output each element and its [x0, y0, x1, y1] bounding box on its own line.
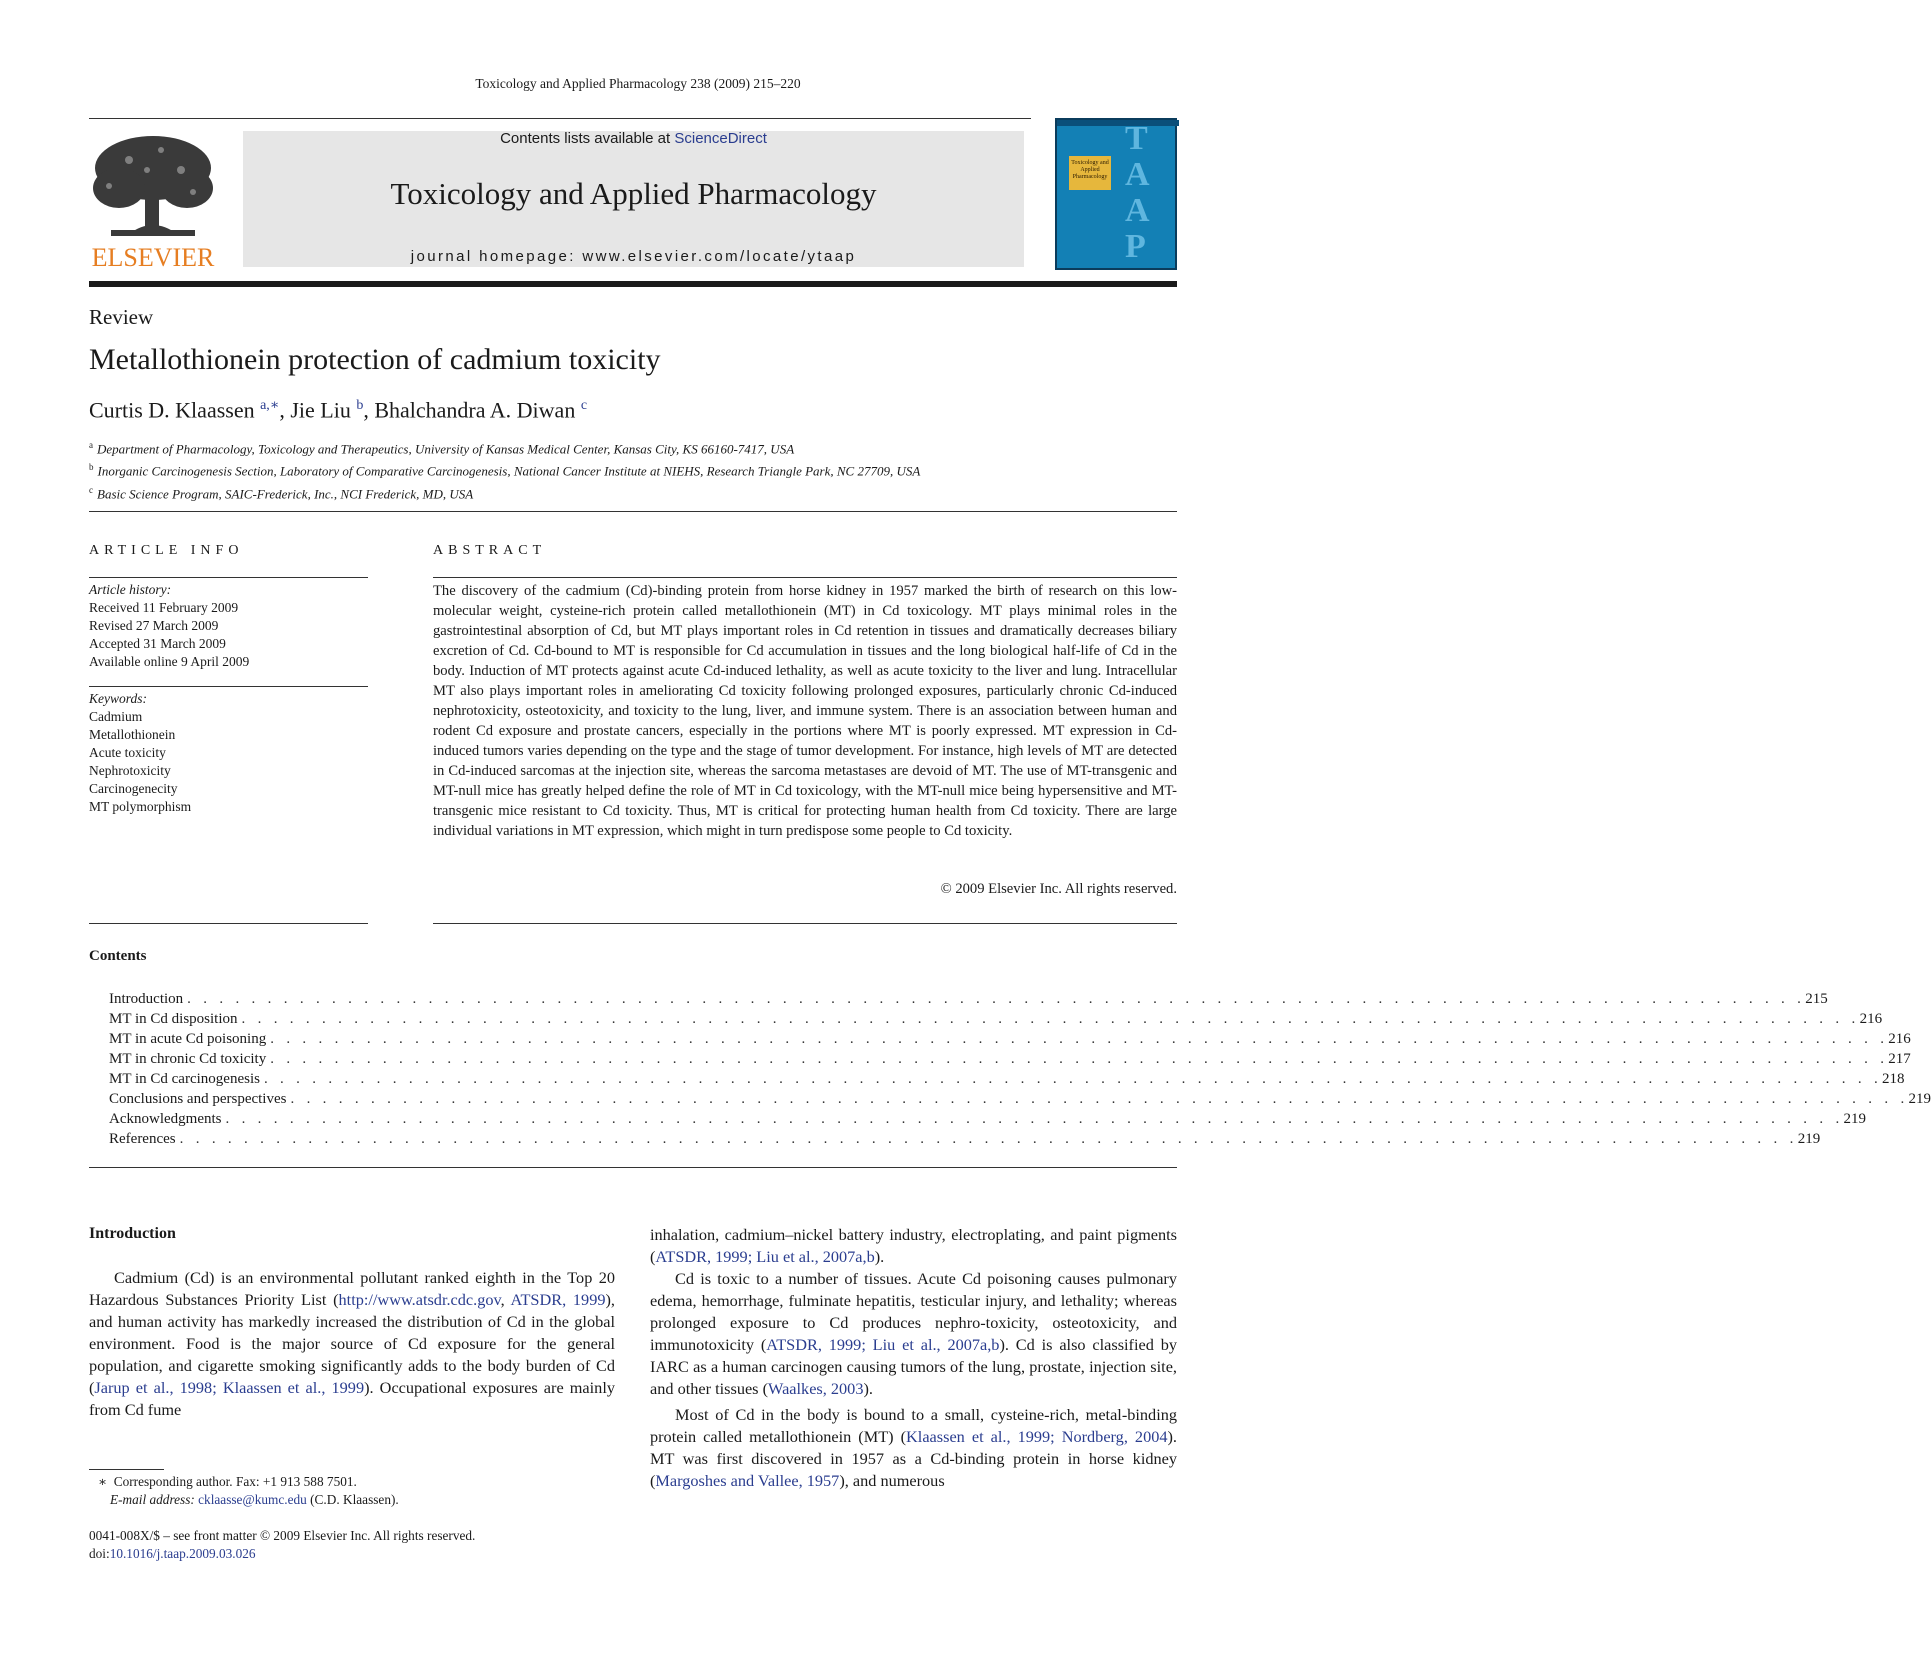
- paragraph-text: ).: [874, 1247, 885, 1266]
- article-history: [89, 581, 249, 671]
- email-link[interactable]: cklaasse@kumc.edu: [198, 1492, 307, 1507]
- footnote-rule: [89, 1469, 164, 1470]
- divider: [89, 686, 368, 687]
- issn-line: 0041-008X/$ – see front matter © 2009 Elsevier Inc. All rights reserved.: [89, 1528, 476, 1543]
- elsevier-logo[interactable]: [89, 130, 217, 270]
- toc-item[interactable]: MT in Cd carcinogenesis . . . . . . . . . . . . . . . . . . . . . . . . . . . . . . . . . . . . . . . . . . . . . . . . . . . . . . . . . . . . . . . . . . . . . . . . . . . . . . . . . . . . . . . . . . . . . . . . . . . . . 218: [109, 1071, 1905, 1087]
- toc-item[interactable]: Acknowledgments . . . . . . . . . . . . . . . . . . . . . . . . . . . . . . . . . . . . . . . . . . . . . . . . . . . . . . . . . . . . . . . . . . . . . . . . . . . . . . . . . . . . . . . . . . . . . . . . . . . . . 219: [109, 1111, 1867, 1127]
- keyword: Cadmium: [89, 709, 143, 724]
- cover-letter-a2: A: [1125, 192, 1150, 229]
- toc-item[interactable]: Introduction . . . . . . . . . . . . . . . . . . . . . . . . . . . . . . . . . . . . . . . . . . . . . . . . . . . . . . . . . . . . . . . . . . . . . . . . . . . . . . . . . . . . . . . . . . . . . . . . . . . . . 215: [109, 991, 1828, 1007]
- toc-leader: . . . . . . . . . . . . . . . . . . . . . . . . . . . . . . . . . . . . . . . . . . . . . . . . . . . . . . . . . . . . . . . . . . . . . . . . . . . . . . . . . . . . . . . . . . . . . . . . . . . . .: [290, 1091, 1909, 1107]
- citation-link[interactable]: Waalkes, 2003: [768, 1379, 864, 1398]
- article-type: Review: [89, 305, 154, 329]
- elsevier-wordmark: ELSEVIER: [91, 243, 215, 272]
- body-column-left: [89, 1267, 615, 1421]
- running-head: Toxicology and Applied Pharmacology 238 (2009) 215–220: [475, 76, 801, 91]
- citation-link[interactable]: ATSDR, 1999: [510, 1290, 606, 1309]
- table-of-contents: [109, 991, 1931, 1151]
- email-line: E-mail address: cklaasse@kumc.edu (C.D. Klaassen).: [110, 1492, 399, 1507]
- paragraph-text: ). MT was first discovered in 1957 as a Cd-binding protein in horse kidney (: [650, 1427, 1177, 1490]
- abstract-copyright: © 2009 Elsevier Inc. All rights reserved.: [940, 881, 1177, 897]
- citation-link[interactable]: ATSDR, 1999; Liu et al., 2007a,b: [766, 1335, 1000, 1354]
- paragraph-text: ), and human activity has markedly increased the distribution of Cd in the global environment. Food is the major source of Cd exposure for the general population, and cigarette smoking significantly adds to the body burden of Cd (: [89, 1290, 615, 1397]
- elsevier-tree-icon: [89, 130, 217, 270]
- contents-available: [243, 130, 1024, 147]
- keyword: Acute toxicity: [89, 745, 166, 760]
- article-info-heading: ARTICLE INFO: [89, 543, 244, 558]
- doi-line: doi:10.1016/j.taap.2009.03.026: [89, 1546, 256, 1561]
- affiliations: [89, 436, 920, 503]
- toc-leader: . . . . . . . . . . . . . . . . . . . . . . . . . . . . . . . . . . . . . . . . . . . . . . . . . . . . . . . . . . . . . . . . . . . . . . . . . . . . . . . . . . . . . . . . . . . . . . . . . . . . .: [225, 1111, 1844, 1127]
- history-item: Revised 27 March 2009: [89, 618, 219, 633]
- paragraph-text: ). Occupational exposures are mainly from Cd fume: [89, 1378, 615, 1419]
- toc-item[interactable]: References . . . . . . . . . . . . . . . . . . . . . . . . . . . . . . . . . . . . . . . . . . . . . . . . . . . . . . . . . . . . . . . . . . . . . . . . . . . . . . . . . . . . . . . . . . . . . . . . . . . . . 219: [109, 1131, 1821, 1147]
- contents-heading: Contents: [89, 948, 147, 964]
- author-list: Curtis D. Klaassen $^{a,∗}$, Jie Liu $^b$, Bhalchandra A. Diwan $^c$: [89, 397, 588, 423]
- history-item: Available online 9 April 2009: [89, 654, 250, 669]
- corresponding-author-note: ∗ Corresponding author. Fax: +1 913 588 7501.: [98, 1474, 357, 1489]
- toc-leader: . . . . . . . . . . . . . . . . . . . . . . . . . . . . . . . . . . . . . . . . . . . . . . . . . . . . . . . . . . . . . . . . . . . . . . . . . . . . . . . . . . . . . . . . . . . . . . . . . . . . .: [270, 1031, 1889, 1047]
- paragraph-text: ), and numerous: [839, 1471, 945, 1490]
- divider: [433, 923, 1177, 924]
- affiliation: $^b$ Inorganic Carcinogenesis Section, Laboratory of Comparative Carcinogenesis, National Cancer Institute at NIEHS, Research Triangle Park, NC 27709, USA: [89, 462, 921, 479]
- header-rule: [89, 118, 1031, 119]
- body-paragraph: [89, 1267, 615, 1421]
- keyword: Nephrotoxicity: [89, 763, 171, 778]
- divider: [89, 923, 368, 924]
- cover-letter-a1: A: [1125, 156, 1150, 193]
- citation-link[interactable]: Jarup et al., 1998; Klaassen et al., 1999: [94, 1378, 365, 1397]
- toc-leader: . . . . . . . . . . . . . . . . . . . . . . . . . . . . . . . . . . . . . . . . . . . . . . . . . . . . . . . . . . . . . . . . . . . . . . . . . . . . . . . . . . . . . . . . . . . . . . . . . . . . .: [270, 1051, 1889, 1067]
- history-item: Accepted 31 March 2009: [89, 636, 226, 651]
- doi-link[interactable]: 10.1016/j.taap.2009.03.026: [109, 1546, 256, 1561]
- toc-item[interactable]: Conclusions and perspectives . . . . . . . . . . . . . . . . . . . . . . . . . . . . . . . . . . . . . . . . . . . . . . . . . . . . . . . . . . . . . . . . . . . . . . . . . . . . . . . . . . . . . . . . . . . . . . . . . . . . . 219: [109, 1091, 1931, 1107]
- affiliation: $^c$ Basic Science Program, SAIC-Frederick, Inc., NCI Frederick, MD, USA: [89, 484, 474, 501]
- cover-label: Toxicology and Applied Pharmacology: [1069, 156, 1111, 190]
- paragraph-text: Cadmium (Cd) is an environmental pollutant ranked eighth in the Top 20 Hazardous Substances Priority List (: [89, 1268, 615, 1309]
- paragraph-text: ). Cd is also classified by IARC as a human carcinogen causing tumors of the lung, prostate, injection site, and other tissues (: [650, 1335, 1177, 1398]
- section-heading-introduction: Introduction: [89, 1225, 176, 1242]
- citation-link[interactable]: ATSDR, 1999; Liu et al., 2007a,b: [655, 1247, 875, 1266]
- keywords-label: Keywords:: [89, 691, 147, 706]
- article-title: Metallothionein protection of cadmium toxicity: [89, 343, 661, 376]
- citation-link[interactable]: http://www.atsdr.cdc.gov: [338, 1290, 501, 1309]
- author-affil-link[interactable]: a,∗: [260, 398, 280, 413]
- abstract-heading: ABSTRACT: [433, 543, 547, 558]
- author-affil-link[interactable]: b: [356, 398, 364, 413]
- divider: [89, 1167, 1177, 1168]
- history-item: Received 11 February 2009: [89, 600, 239, 615]
- front-matter: [89, 1527, 475, 1563]
- contents-prefix: Contents lists available at: [500, 130, 675, 147]
- citation-link[interactable]: Margoshes and Vallee, 1957: [655, 1471, 840, 1490]
- toc-item[interactable]: MT in chronic Cd toxicity . . . . . . . . . . . . . . . . . . . . . . . . . . . . . . . . . . . . . . . . . . . . . . . . . . . . . . . . . . . . . . . . . . . . . . . . . . . . . . . . . . . . . . . . . . . . . . . . . . . . . 217: [109, 1051, 1911, 1067]
- header-thick-rule: [89, 281, 1177, 287]
- paragraph-text: Cd is toxic to a number of tissues. Acute Cd poisoning causes pulmonary edema, hemorrhage, fulminate hepatitis, testicular injury, and lethality; whereas prolonged exposure to Cd produces nephro-toxicity, osteotoxicity, and immunotoxicity (: [650, 1269, 1177, 1354]
- paragraph-text: ,: [500, 1290, 511, 1309]
- abstract-text: The discovery of the cadmium (Cd)-binding protein from horse kidney in 1957 marked the birth of research on this low-molecular weight, cysteine-rich protein called metallothionein (MT) in Cd toxicology. MT plays minimal roles in the gastrointestinal absorption of Cd, but MT plays important roles in Cd retention in tissues and dramatically decreases biliary excretion of Cd. Cd-bound to MT is responsible for Cd accumulation in tissues and the long biological half-life of Cd in the body. Induction of MT protects against acute Cd-induced lethality, as well as acute toxicity to the liver and lung. Intracellular MT also plays important roles in ameliorating Cd toxicity following prolonged exposures, particularly chronic Cd-induced nephrotoxicity, osteotoxicity, and toxicity to the lung, liver, and immune system. There is an association between human and rodent Cd exposure and prostate cancers, especially in the portions where MT is poorly expressed. MT expression in Cd-induced tumors varies depending on the type and the stage of tumor development. For instance, high levels of MT are detected in Cd-induced sarcomas at the injection site, whereas the sarcoma metastases are devoid of MT. The use of MT-transgenic and MT-null mice has greatly helped define the role of MT in Cd toxicology, with the MT-null mice being hypersensitive and MT-transgenic mice resistant to Cd toxicity. Thus, MT is critical for protecting human health from Cd toxicity. There are large individual variations in MT expression, which might in turn predispose some people to Cd toxicity.: [433, 583, 1177, 839]
- author-name: Bhalchandra A. Diwan: [374, 397, 576, 423]
- toc-leader: . . . . . . . . . . . . . . . . . . . . . . . . . . . . . . . . . . . . . . . . . . . . . . . . . . . . . . . . . . . . . . . . . . . . . . . . . . . . . . . . . . . . . . . . . . . . . . . . . . . . .: [263, 1071, 1883, 1087]
- body-column-right: [650, 1224, 1177, 1492]
- keyword: Metallothionein: [89, 727, 176, 742]
- author-name: Curtis D. Klaassen: [89, 397, 255, 423]
- journal-homepage[interactable]: journal homepage: www.elsevier.com/locate/ytaap: [410, 248, 857, 265]
- affiliation: $^a$ Department of Pharmacology, Toxicology and Therapeutics, University of Kansas Medical Center, Kansas City, KS 66160-7417, USA: [89, 440, 795, 457]
- toc-leader: . . . . . . . . . . . . . . . . . . . . . . . . . . . . . . . . . . . . . . . . . . . . . . . . . . . . . . . . . . . . . . . . . . . . . . . . . . . . . . . . . . . . . . . . . . . . . . . . . . . . .: [241, 1011, 1860, 1027]
- cover-letter-p: P: [1125, 228, 1146, 265]
- toc-leader: . . . . . . . . . . . . . . . . . . . . . . . . . . . . . . . . . . . . . . . . . . . . . . . . . . . . . . . . . . . . . . . . . . . . . . . . . . . . . . . . . . . . . . . . . . . . . . . . . . . . .: [187, 991, 1806, 1007]
- cover-stripe: [1057, 120, 1179, 126]
- paragraph-text: Most of Cd in the body is bound to a small, cysteine-rich, metal-binding protein called metallothionein (MT) (: [650, 1405, 1177, 1446]
- sciencedirect-link[interactable]: ScienceDirect: [674, 130, 767, 147]
- keywords: [89, 690, 191, 816]
- body-paragraph: [650, 1268, 1177, 1400]
- history-label: Article history:: [89, 582, 172, 597]
- cover-letter-t: T: [1125, 120, 1148, 157]
- keyword: MT polymorphism: [89, 799, 192, 814]
- body-paragraph: [650, 1404, 1177, 1492]
- toc-leader: . . . . . . . . . . . . . . . . . . . . . . . . . . . . . . . . . . . . . . . . . . . . . . . . . . . . . . . . . . . . . . . . . . . . . . . . . . . . . . . . . . . . . . . . . . . . . . . . . . . . .: [179, 1131, 1798, 1147]
- divider: [89, 577, 368, 578]
- paragraph-text: ).: [863, 1379, 873, 1398]
- footnote: [98, 1473, 399, 1509]
- divider: [89, 511, 1177, 512]
- toc-item[interactable]: MT in Cd disposition . . . . . . . . . . . . . . . . . . . . . . . . . . . . . . . . . . . . . . . . . . . . . . . . . . . . . . . . . . . . . . . . . . . . . . . . . . . . . . . . . . . . . . . . . . . . . . . . . . . . . 216: [109, 1011, 1883, 1027]
- paragraph-text: inhalation, cadmium–nickel battery industry, electroplating, and paint pigments (: [650, 1225, 1177, 1266]
- author-affil-link[interactable]: c: [580, 398, 588, 413]
- divider: [433, 577, 1177, 578]
- body-paragraph: [650, 1224, 1177, 1268]
- keyword: Carcinogenecity: [89, 781, 178, 796]
- journal-cover[interactable]: [1055, 118, 1177, 270]
- citation-link[interactable]: Klaassen et al., 1999; Nordberg, 2004: [906, 1427, 1168, 1446]
- toc-item[interactable]: MT in acute Cd poisoning . . . . . . . . . . . . . . . . . . . . . . . . . . . . . . . . . . . . . . . . . . . . . . . . . . . . . . . . . . . . . . . . . . . . . . . . . . . . . . . . . . . . . . . . . . . . . . . . . . . . . 216: [109, 1031, 1911, 1047]
- author-name: Jie Liu: [290, 397, 351, 423]
- journal-title: Toxicology and Applied Pharmacology: [390, 176, 877, 211]
